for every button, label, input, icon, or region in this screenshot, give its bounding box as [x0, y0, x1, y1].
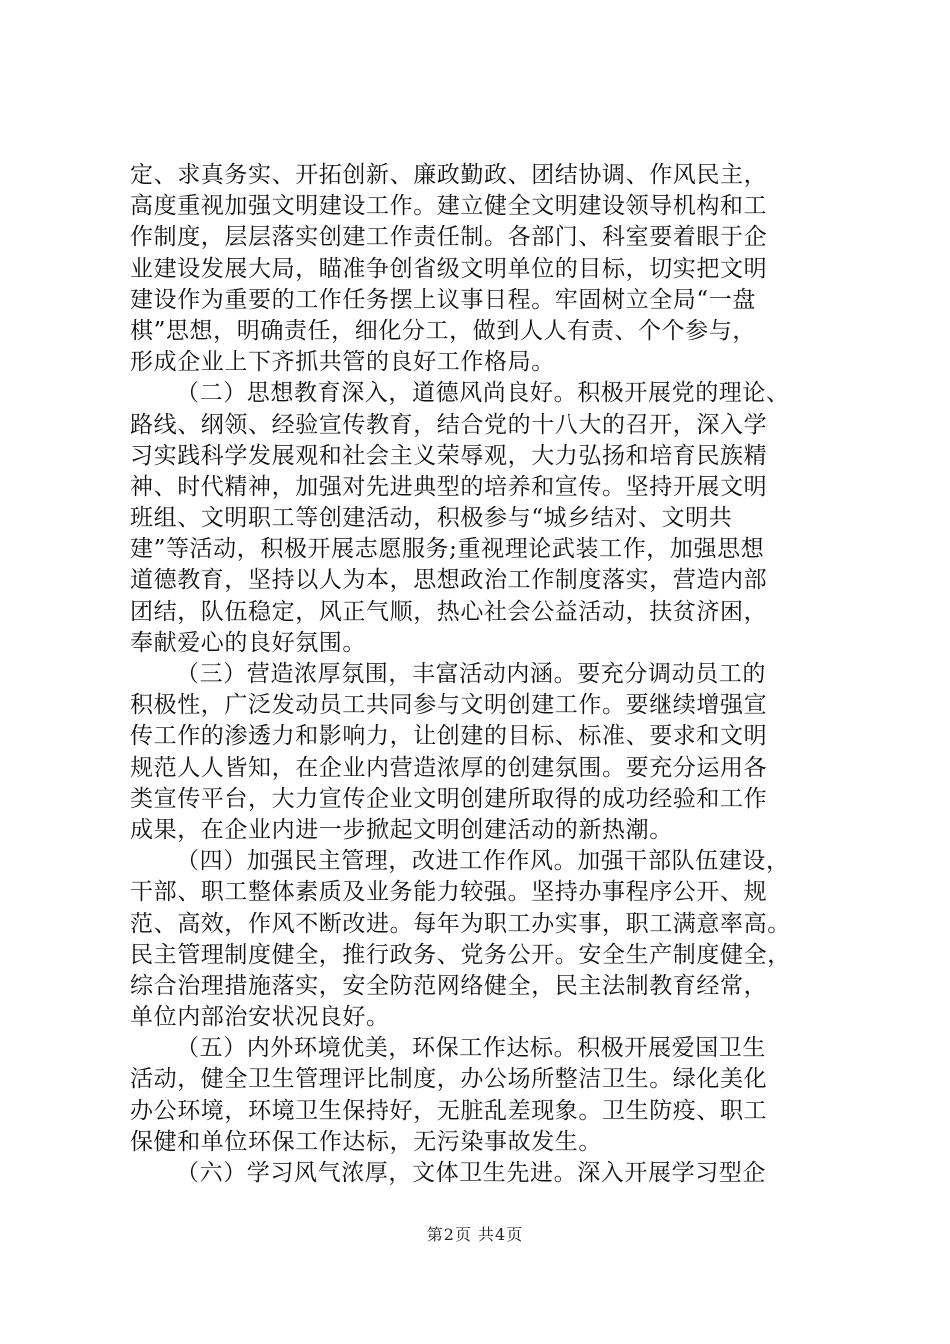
text-line: 神、时代精神，加强对先进典型的培养和宣传。坚持开展文明 [130, 473, 768, 500]
document-body [130, 160, 830, 1189]
text-line: 办公环境，环境卫生保持好，无脏乱差现象。卫生防疫、职工 [130, 1097, 768, 1124]
text-line: 成果，在企业内进一步掀起文明创建活动的新热潮。 [130, 816, 673, 843]
text-line: 棋”思想，明确责任，细化分工，做到人人有责、个个参与， [130, 317, 756, 344]
text-line: 高度重视加强文明建设工作。建立健全文明建设领导机构和工 [130, 193, 768, 220]
text-line: 类宣传平台，大力宣传企业文明创建所取得的成功经验和工作 [130, 785, 768, 812]
text-line: 保健和单位环保工作达标，无污染事故发生。 [130, 1128, 602, 1155]
text-line: 班组、文明职工等创建活动，积极参与“城乡结对、文明共 [130, 505, 733, 532]
section-heading-line: （二）思想教育深入，道德风尚良好。积极开展党的理论、 [176, 380, 790, 407]
section-heading-line: （五）内外环境优美，环保工作达标。积极开展爱国卫生 [176, 1035, 766, 1062]
text-line: 业建设发展大局，瞄准争创省级文明单位的目标，切实把文明 [130, 255, 768, 282]
text-line: 习实践科学发展观和社会主义荣辱观，大力弘扬和培育民族精 [130, 442, 768, 469]
text-line: 作制度，层层落实创建工作责任制。各部门、科室要着眼于企 [130, 224, 768, 251]
text-line: 积极性，广泛发动员工共同参与文明创建工作。要继续增强宣 [130, 692, 768, 719]
text-line: 形成企业上下齐抓共管的良好工作格局。 [130, 349, 555, 376]
section-heading-line: （四）加强民主管理，改进工作作风。加强干部队伍建设， [176, 848, 790, 875]
section-heading-line: （六）学习风气浓厚，文体卫生先进。深入开展学习型企 [176, 1160, 766, 1186]
text-line: 建设作为重要的工作任务摆上议事日程。牢固树立全局“一盘 [130, 286, 756, 313]
text-line: 单位内部治安状况良好。 [130, 1004, 390, 1031]
text-line: 道德教育，坚持以人为本，思想政治工作制度落实，营造内部 [130, 567, 768, 594]
section-heading-line: （三）营造浓厚氛围，丰富活动内涵。要充分调动员工的 [176, 661, 766, 687]
text-line: 综合治理措施落实，安全防范网络健全，民主法制教育经常， [130, 972, 768, 999]
text-line: 活动，健全卫生管理评比制度，办公场所整洁卫生。绿化美化 [130, 1066, 768, 1093]
text-line: 路线、纲领、经验宣传教育，结合党的十八大的召开，深入学 [130, 411, 768, 438]
text-line: 规范人人皆知，在企业内营造浓厚的创建氛围。要充分运用各 [130, 754, 768, 781]
text-line: 范、高效，作风不断改进。每年为职工办实事，职工满意率高。 [130, 910, 791, 937]
text-line: 民主管理制度健全，推行政务、党务公开。安全生产制度健全， [130, 941, 791, 968]
text-line: 传工作的渗透力和影响力，让创建的目标、标准、要求和文明 [130, 723, 768, 750]
text-line: 定、求真务实、开拓创新、廉政勤政、团结协调、作风民主， [130, 162, 768, 188]
text-line: 建”等活动，积极开展志愿服务;重视理论武装工作，加强思想 [130, 536, 765, 563]
text-line: 干部、职工整体素质及业务能力较强。坚持办事程序公开、规 [130, 879, 768, 906]
text-line: 奉献爱心的良好氛围。 [130, 629, 366, 656]
text-line: 团结，队伍稳定，风正气顺，热心社会公益活动，扶贫济困， [130, 598, 768, 625]
page-number-footer: 第2页 共4页 [426, 1225, 524, 1244]
